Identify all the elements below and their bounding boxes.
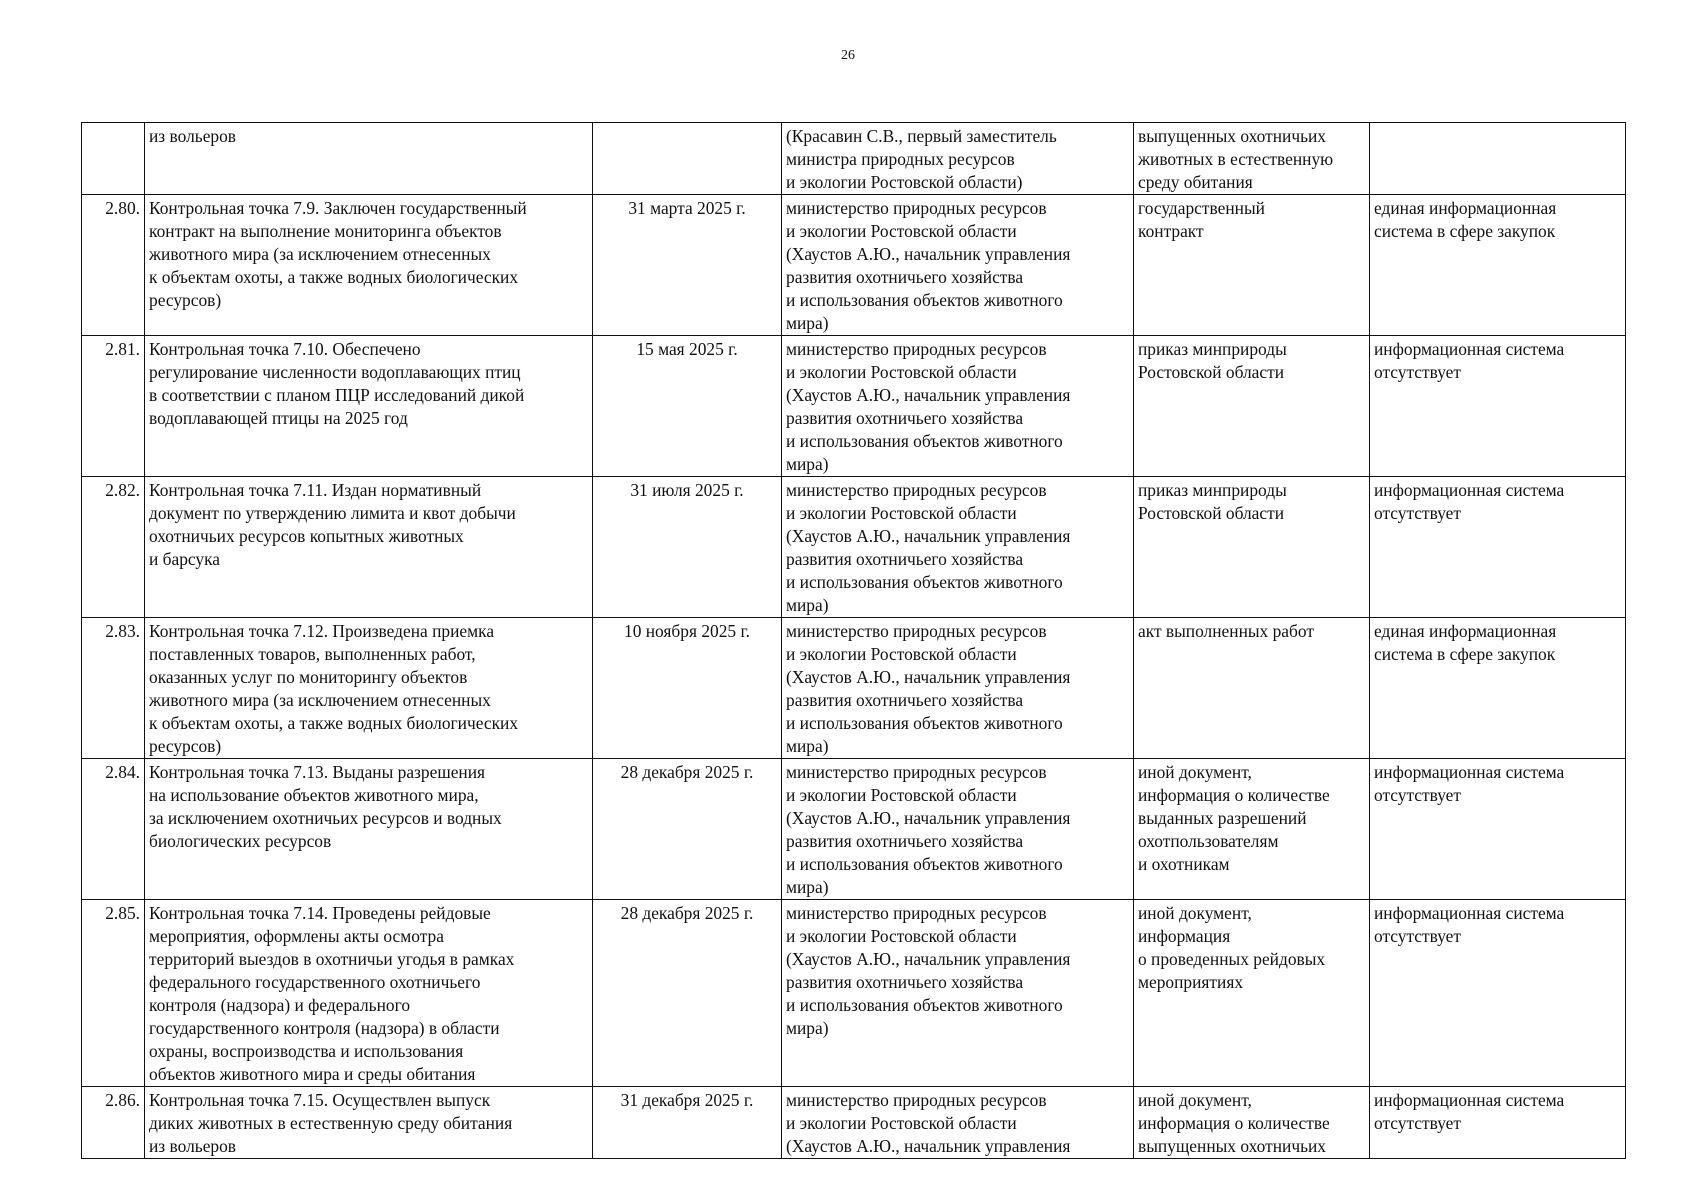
cell-system: информационная система отсутствует <box>1370 336 1626 477</box>
cell-document: иной документ, информация о количестве выданных разрешений охотпользователям и охотникам <box>1134 759 1370 900</box>
cell-date: 28 декабря 2025 г. <box>593 759 782 900</box>
table-row <box>82 1087 1626 1159</box>
table-row <box>82 195 1626 336</box>
table-row <box>82 759 1626 900</box>
cell-date: 31 июля 2025 г. <box>593 477 782 618</box>
cell-responsible: министерство природных ресурсов и экологии Ростовской области (Хаустов А.Ю., начальник управления <box>782 1087 1134 1159</box>
cell-responsible: министерство природных ресурсов и экологии Ростовской области (Хаустов А.Ю., начальник управления развития охотничьего хозяйства и использования объектов животного мира) <box>782 195 1134 336</box>
cell-number: 2.83. <box>82 618 145 759</box>
cell-document: иной документ, информация о проведенных рейдовых мероприятиях <box>1134 900 1370 1087</box>
cell-system: информационная система отсутствует <box>1370 900 1626 1087</box>
cell-event: Контрольная точка 7.12. Произведена приемка поставленных товаров, выполненных работ, оказанных услуг по мониторингу объектов животного мира (за исключением отнесенных к объектам охоты, а также водных биологических ресурсов) <box>145 618 593 759</box>
table-row <box>82 477 1626 618</box>
cell-event: из вольеров <box>145 123 593 195</box>
cell-responsible: министерство природных ресурсов и экологии Ростовской области (Хаустов А.Ю., начальник управления развития охотничьего хозяйства и использования объектов животного мира) <box>782 900 1134 1087</box>
cell-document: приказ минприроды Ростовской области <box>1134 477 1370 618</box>
cell-document: приказ минприроды Ростовской области <box>1134 336 1370 477</box>
cell-system: информационная система отсутствует <box>1370 477 1626 618</box>
cell-document: государственный контракт <box>1134 195 1370 336</box>
cell-date: 28 декабря 2025 г. <box>593 900 782 1087</box>
cell-system: единая информационная система в сфере закупок <box>1370 618 1626 759</box>
cell-document: иной документ, информация о количестве выпущенных охотничьих <box>1134 1087 1370 1159</box>
plan-table-body <box>82 123 1626 1159</box>
cell-system <box>1370 123 1626 195</box>
cell-number: 2.82. <box>82 477 145 618</box>
cell-event: Контрольная точка 7.15. Осуществлен выпуск диких животных в естественную среду обитания из вольеров <box>145 1087 593 1159</box>
cell-number: 2.84. <box>82 759 145 900</box>
page-number: 26 <box>841 48 855 63</box>
cell-event: Контрольная точка 7.11. Издан нормативный документ по утверждению лимита и квот добычи охотничьих ресурсов копытных животных и барсука <box>145 477 593 618</box>
cell-responsible: министерство природных ресурсов и экологии Ростовской области (Хаустов А.Ю., начальник управления развития охотничьего хозяйства и использования объектов животного мира) <box>782 336 1134 477</box>
cell-system: единая информационная система в сфере закупок <box>1370 195 1626 336</box>
cell-event: Контрольная точка 7.9. Заключен государственный контракт на выполнение мониторинга объектов животного мира (за исключением отнесенных к объектам охоты, а также водных биологических ресурсов) <box>145 195 593 336</box>
table-row <box>82 123 1626 195</box>
cell-system: информационная система отсутствует <box>1370 759 1626 900</box>
table-row <box>82 618 1626 759</box>
cell-date <box>593 123 782 195</box>
cell-number: 2.85. <box>82 900 145 1087</box>
cell-event: Контрольная точка 7.10. Обеспечено регулирование численности водоплавающих птиц в соответствии с планом ПЦР исследований дикой водоплавающей птицы на 2025 год <box>145 336 593 477</box>
cell-event: Контрольная точка 7.14. Проведены рейдовые мероприятия, оформлены акты осмотра территорий выездов в охотничьи угодья в рамках федерального государственного охотничьего контроля (надзора) и федерального государственного контроля (надзора) в области охраны, воспроизводства и использования объектов животного мира и среды обитания <box>145 900 593 1087</box>
cell-responsible: министерство природных ресурсов и экологии Ростовской области (Хаустов А.Ю., начальник управления развития охотничьего хозяйства и использования объектов животного мира) <box>782 477 1134 618</box>
cell-responsible: министерство природных ресурсов и экологии Ростовской области (Хаустов А.Ю., начальник управления развития охотничьего хозяйства и использования объектов животного мира) <box>782 759 1134 900</box>
cell-number: 2.81. <box>82 336 145 477</box>
cell-responsible: министерство природных ресурсов и экологии Ростовской области (Хаустов А.Ю., начальник управления развития охотничьего хозяйства и использования объектов животного мира) <box>782 618 1134 759</box>
table-row <box>82 900 1626 1087</box>
cell-number: 2.86. <box>82 1087 145 1159</box>
cell-date: 31 декабря 2025 г. <box>593 1087 782 1159</box>
cell-number: 2.80. <box>82 195 145 336</box>
cell-date: 15 мая 2025 г. <box>593 336 782 477</box>
cell-system: информационная система отсутствует <box>1370 1087 1626 1159</box>
cell-document: выпущенных охотничьих животных в естественную среду обитания <box>1134 123 1370 195</box>
cell-event: Контрольная точка 7.13. Выданы разрешения на использование объектов животного мира, за исключением охотничьих ресурсов и водных биологических ресурсов <box>145 759 593 900</box>
cell-date: 10 ноября 2025 г. <box>593 618 782 759</box>
cell-number <box>82 123 145 195</box>
cell-document: акт выполненных работ <box>1134 618 1370 759</box>
table-row <box>82 336 1626 477</box>
cell-responsible: (Красавин С.В., первый заместитель министра природных ресурсов и экологии Ростовской области) <box>782 123 1134 195</box>
cell-date: 31 марта 2025 г. <box>593 195 782 336</box>
plan-table <box>81 122 1626 1159</box>
